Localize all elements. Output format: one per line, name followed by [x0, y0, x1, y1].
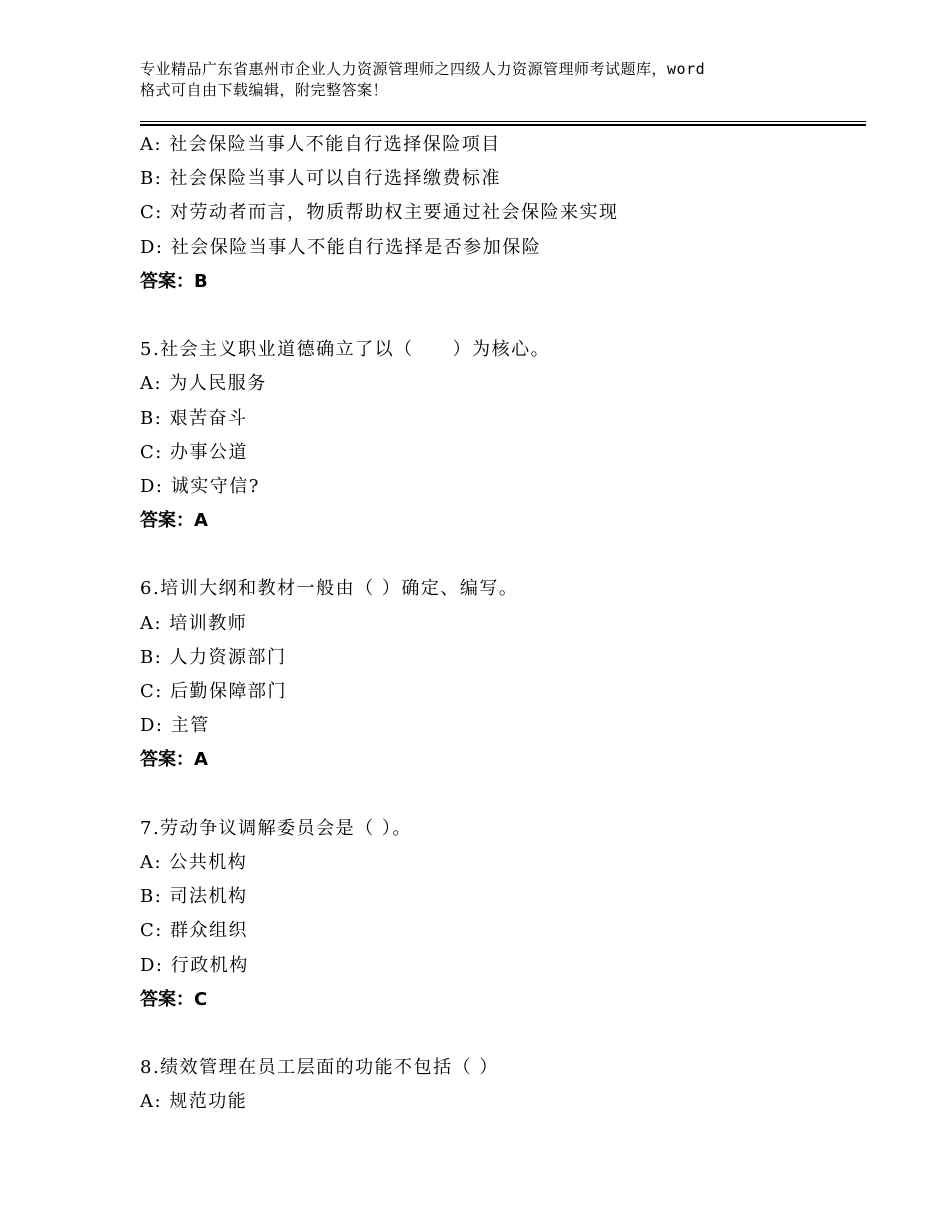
answer-line: 答案：B	[140, 270, 208, 292]
option-d: D: 主管	[140, 715, 210, 737]
question-block-7	[140, 812, 866, 1017]
header-title-line-2: 格式可自由下载编辑，附完整答案！	[140, 81, 389, 99]
header-title-line-1: 专业精品广东省惠州市企业人力资源管理师之四级人力资源管理师考试题库，word	[140, 60, 706, 78]
spacer	[140, 538, 866, 572]
answer-line: 答案：A	[140, 749, 208, 771]
option-c: C: 对劳动者而言，物质帮助权主要通过社会保险来实现	[140, 202, 619, 224]
question-text: 8.绩效管理在员工层面的功能不包括（ ）	[140, 1057, 499, 1079]
header-rule-thin	[140, 121, 866, 122]
header-rule-thick	[140, 124, 866, 126]
option-c: C: 后勤保障部门	[140, 681, 288, 702]
option-b: B: 人力资源部门	[140, 646, 287, 668]
question-text: 5.社会主义职业道德确立了以（ ）为核心。	[140, 339, 551, 361]
answer-line: 答案：C	[140, 988, 208, 1010]
spacer	[140, 1017, 866, 1051]
option-b: B: 艰苦奋斗	[140, 407, 248, 429]
question-block-5	[140, 333, 866, 538]
answer-line: 答案：A	[140, 510, 208, 532]
option-c: C: 群众组织	[140, 920, 249, 942]
option-c: C: 办事公道	[140, 441, 249, 463]
option-a: A: 社会保险当事人不能自行选择保险项目	[140, 134, 501, 155]
spacer	[140, 299, 866, 333]
spacer	[140, 778, 866, 812]
option-d: D: 行政机构	[140, 954, 249, 976]
question-block-6	[140, 572, 866, 777]
option-a: A: 规范功能	[140, 1091, 248, 1113]
question-list	[140, 128, 866, 1119]
option-b: B: 司法机构	[140, 886, 248, 908]
question-text: 6.培训大纲和教材一般由（ ）确定、编写。	[140, 578, 519, 600]
question-text: 7.劳动争议调解委员会是（ ）。	[140, 817, 412, 839]
option-b: B: 社会保险当事人可以自行选择缴费标准	[140, 168, 502, 190]
option-d: D: 社会保险当事人不能自行选择是否参加保险	[140, 236, 542, 258]
question-block-4	[140, 128, 866, 299]
option-a: A: 培训教师	[140, 612, 248, 634]
document-header	[140, 59, 840, 101]
question-block-8	[140, 1051, 866, 1119]
option-d: D: 诚实守信?	[140, 475, 260, 497]
option-a: A: 为人民服务	[140, 373, 267, 395]
option-a: A: 公共机构	[140, 851, 248, 873]
